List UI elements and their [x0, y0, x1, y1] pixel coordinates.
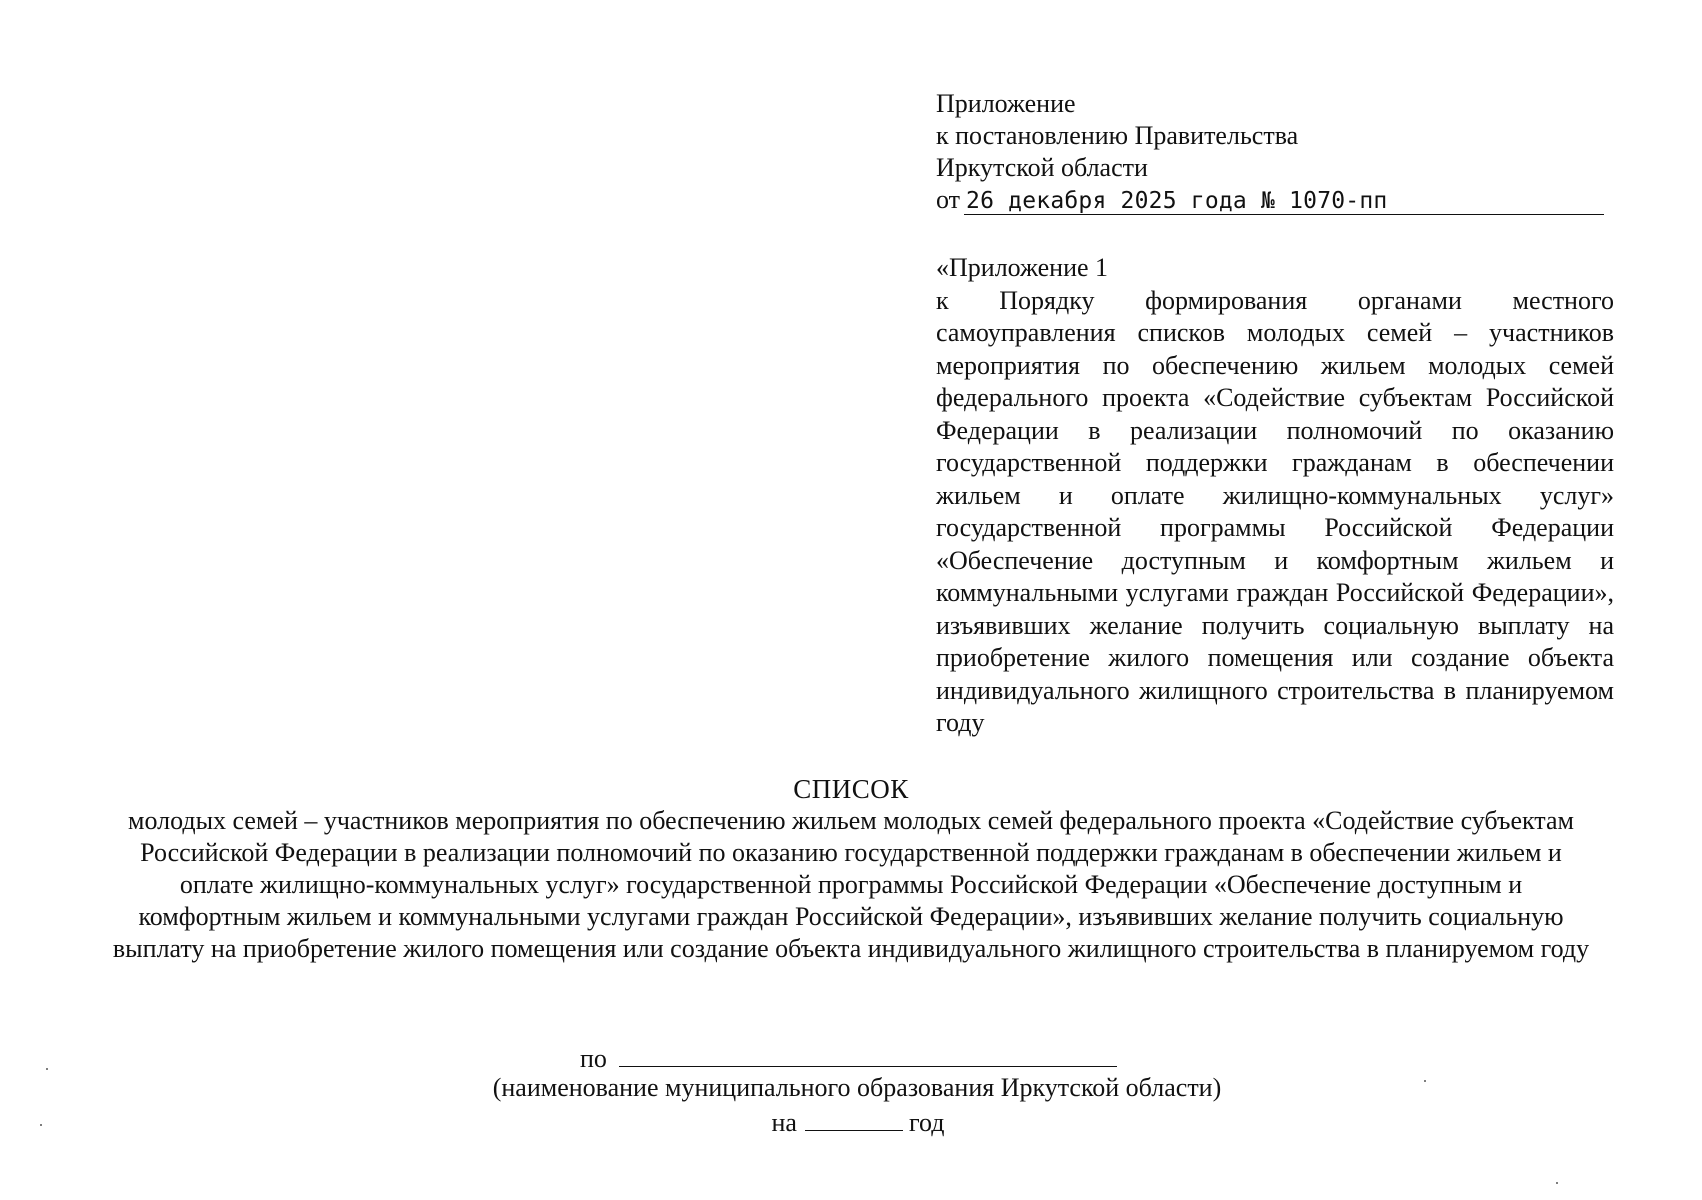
list-heading-block — [60, 773, 1642, 965]
approval-date-value: 26 декабря 2025 года № 1070-пп — [964, 188, 1604, 215]
municipality-line — [580, 1040, 1117, 1075]
year-line — [772, 1104, 945, 1139]
year-prefix: на — [771, 1108, 797, 1137]
municipality-caption: (наименование муниципального образования Иркутской области) — [492, 1073, 1222, 1102]
approval-stamp-block — [936, 88, 1616, 216]
scan-speck — [46, 1068, 48, 1070]
municipality-blank-field[interactable] — [619, 1040, 1117, 1067]
annex-title: «Приложение 1 — [936, 253, 1109, 282]
municipality-caption-row — [0, 1072, 1702, 1104]
year-row — [0, 1104, 1702, 1139]
approval-date-prefix: от — [936, 185, 961, 214]
scan-speck — [1424, 1080, 1426, 1082]
municipality-prefix: по — [580, 1044, 607, 1073]
approval-line-resolution: к постановлению Правительства — [936, 121, 1299, 150]
list-title: СПИСОК — [793, 774, 909, 804]
year-blank-field[interactable] — [805, 1104, 903, 1131]
year-suffix: год — [908, 1108, 945, 1137]
scan-speck — [40, 1124, 42, 1126]
approval-line-appendix: Приложение — [936, 89, 1076, 118]
list-description: молодых семей – участников мероприятия по обеспечению жильем молодых семей федерального проекта «Содействие субъектам Российской Федерации в реализации полномочий по оказанию государственной поддержки гражданам в обеспечении жильем и оплате жилищно-коммунальных услуг» государственной программы Российской Федерации «Обеспечение доступным и комфортным жильем и коммунальными услугами граждан Российской Федерации», изъявивших желание получить социальную выплату на приобретение жилого помещения или создание объекта индивидуального жилищного строительства в планируемом году — [112, 806, 1590, 963]
annex-body: к Порядку формирования органами местного самоуправления списков молодых семей – участников мероприятия по обеспечению жильем молодых семей федерального проекта «Содействие субъектам Российской Федерации в реализации полномочий по оказанию государственной поддержки гражданам в обеспечении жильем и оплате жилищно-коммунальных услуг» государственной программы Российской Федерации «Обеспечение доступным и комфортным жильем и коммунальными услугами граждан Российской Федерации», изъявивших желание получить социальную выплату на приобретение жилого помещения или создание объекта индивидуального жилищного строительства в планируемом году — [936, 285, 1614, 737]
scan-speck — [1556, 1182, 1558, 1184]
approval-line-region: Иркутской области — [936, 153, 1148, 182]
annex-reference-block — [936, 252, 1614, 740]
approval-date-line — [936, 184, 1604, 216]
